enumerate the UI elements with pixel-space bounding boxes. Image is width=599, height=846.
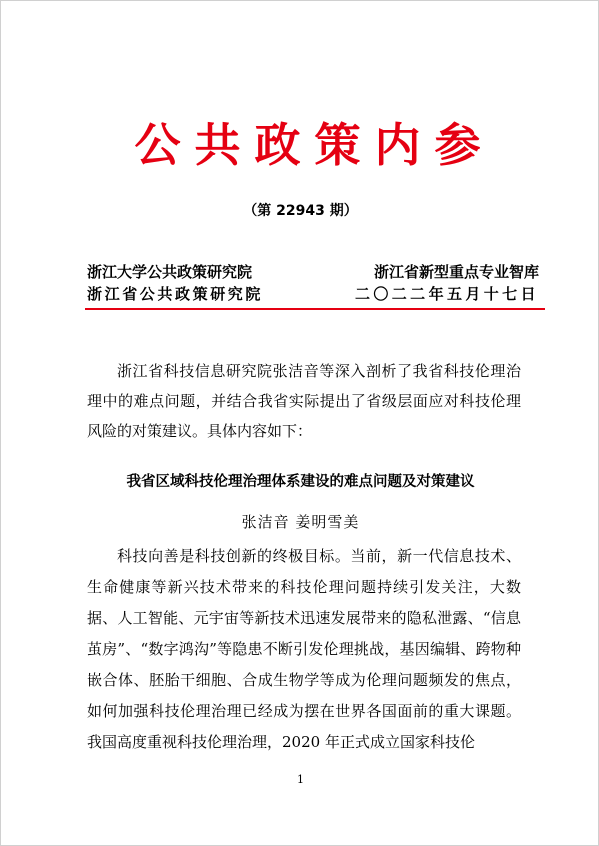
publisher-left-1: 浙江大学公共政策研究院 [87,263,253,281]
intro-paragraph: 浙江省科技信息研究院张洁音等深入剖析了我省科技伦理治理中的难点问题，并结合我省实际提出了省级层面应对科技伦理风险的对策建议。具体内容如下： [87,362,521,440]
article-title: 我省区域科技伦理治理体系建设的难点问题及对策建议 [126,474,475,490]
masthead-title: 公共政策内参 [134,118,495,172]
publisher-left-2: 浙江省公共政策研究院 [87,285,264,303]
page-number: 1 [297,773,304,786]
article-authors: 张洁音 姜明雪美 [241,513,360,531]
issue-date: 二〇二二年五月十七日 [354,285,539,303]
article-body: 科技向善是科技创新的终极目标。当前，新一代信息技术、生命健康等新兴技术带来的科技伦理问题持续引发关注，大数据、人工智能、元宇宙等新技术迅速发展带来的隐私泄露、“信息茧房”、“数字鸿沟”等隐患不断引发伦理挑战，基因编辑、跨物种嵌合体、胚胎干细胞、合成生物学等成为伦理问题频发的焦点，如何加强科技伦理治理已经成为摆在世界各国面前的重大课题。我国高度重视科技伦理治理，2020 年正式成立国家科技伦 [87,547,521,751]
issue-number: （第 22943 期） [243,203,358,219]
header-divider [85,308,545,310]
publisher-right-1: 浙江省新型重点专业智库 [373,263,539,281]
